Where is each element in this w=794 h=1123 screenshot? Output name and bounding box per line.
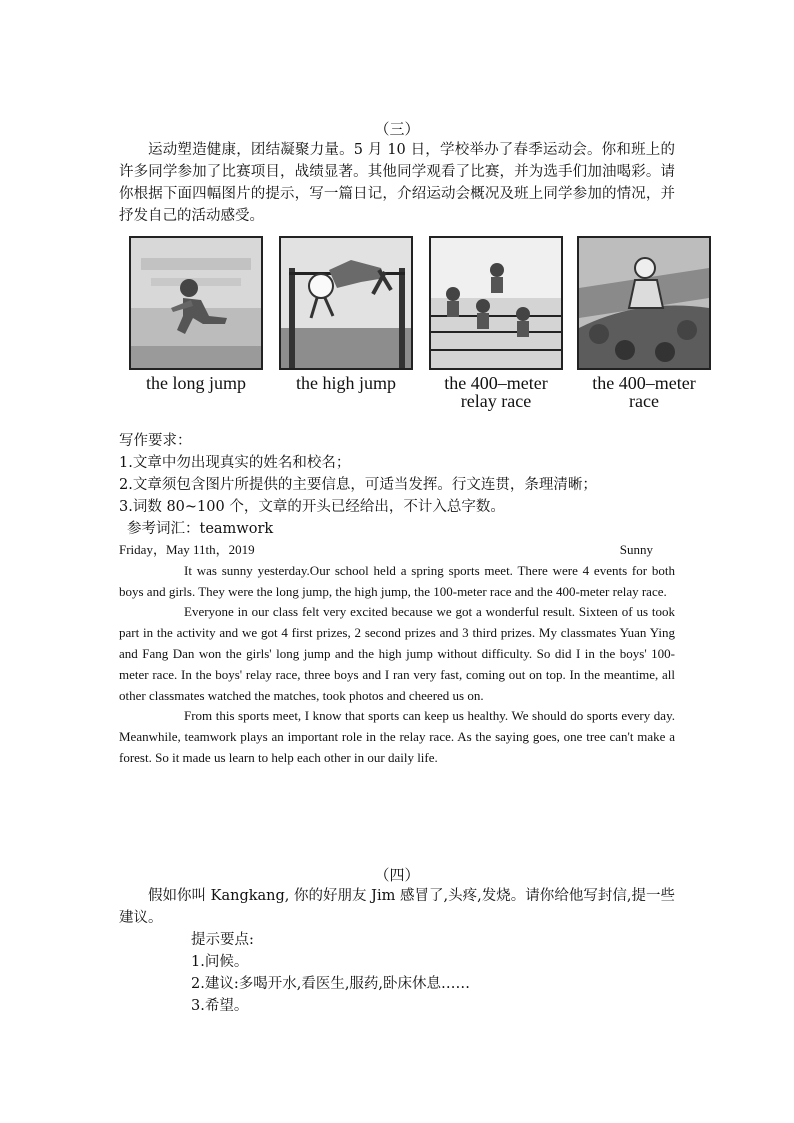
relay-race-picture — [429, 236, 563, 370]
hint-item: 1.问候。 — [191, 954, 249, 970]
diary-header — [119, 540, 675, 561]
section-3 — [119, 118, 675, 227]
diary-date: Friday，May 11th，2019 — [119, 542, 255, 557]
section-4-prompt: 假如你叫 Kangkang, 你的好朋友 Jim 感冒了,头疼,发烧。请你给他写封信,提一些建议。 — [119, 888, 675, 926]
requirement-item: 1.文章中勿出现真实的姓名和校名； — [119, 455, 351, 471]
section-4-heading: （四） — [374, 866, 420, 884]
hints-list — [191, 929, 675, 1017]
diary-paragraph: Everyone in our class felt very excited because we got a wonderful result. Sixteen of us took part in the activity and we got 4 first prizes, 2 second prizes and 3 third prizes. My classmates Yuan Ying and Fang Dan won the girls' long jump and the high jump without difficulty. So did I in the boys' 100-meter race. In the boys' relay race, three boys and I ran very fast, coming out on top. In the meantime, all other classmates watched the matches, took photos and cheered us on. — [119, 604, 675, 703]
caption-line: the 400–meter — [592, 373, 696, 393]
diary-paragraph: It was sunny yesterday.Our school held a spring sports meet. There were 4 events for both boys and girls. They were the long jump, the high jump, the 100-meter race and the 400-meter relay race. — [119, 562, 675, 599]
caption-relay-race — [421, 374, 571, 410]
caption-line: the long jump — [146, 373, 246, 393]
long-jump-picture — [129, 236, 263, 370]
picture-strip — [129, 236, 711, 416]
section-4 — [119, 864, 675, 1017]
high-jump-picture — [279, 236, 413, 370]
requirement-item: 3.词数 80~100 个，文章的开头已经给出，不计入总字数。 — [119, 499, 505, 515]
caption-line: relay race — [460, 391, 532, 411]
caption-high-jump — [271, 374, 421, 392]
section-3-heading: （三） — [374, 120, 420, 138]
requirements-title: 写作要求： — [119, 433, 192, 449]
hint-item: 2.建议:多喝开水,看医生,服药,卧床休息…… — [191, 976, 471, 992]
hints-title: 提示要点: — [191, 932, 254, 948]
hint-item: 3.希望。 — [191, 998, 249, 1014]
writing-requirements — [119, 430, 675, 769]
caption-line: race — [629, 391, 659, 411]
vocab-hint: 参考词汇：teamwork — [127, 521, 274, 537]
caption-long-jump — [121, 374, 271, 392]
caption-400-meter-race — [569, 374, 719, 410]
requirement-item: 2.文章须包含图片所提供的主要信息，可适当发挥。行文连贯，条理清晰； — [119, 477, 597, 493]
diary-paragraph: From this sports meet, I know that sports can keep us healthy. We should do sports every day. Meanwhile, teamwork plays an important role in the relay race. As the saying goes, one tree can't make a forest. So it made us learn to help each other in our daily life. — [119, 708, 675, 765]
caption-line: the 400–meter — [444, 373, 548, 393]
caption-line: the high jump — [296, 373, 396, 393]
section-3-prompt: 运动塑造健康，团结凝聚力量。5 月 10 日，学校举办了春季运动会。你和班上的许多同学参加了比赛项目，战绩显著。其他同学观看了比赛，并为选手们加油喝彩。请你根据下面四幅图片的提示，写一篇日记，介绍运动会概况及班上同学参加的情况，并抒发自己的活动感受。 — [119, 142, 675, 224]
400-meter-race-picture — [577, 236, 711, 370]
diary-weather: Sunny — [619, 542, 653, 557]
